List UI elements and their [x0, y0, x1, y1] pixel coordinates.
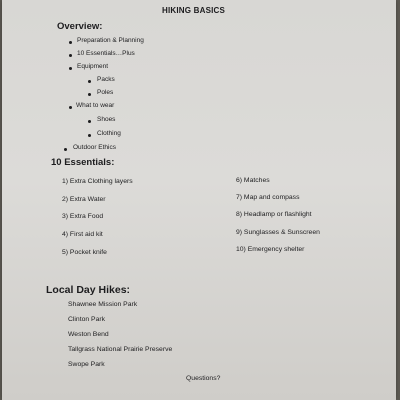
- hike-item: Shawnee Mission Park: [68, 301, 138, 308]
- sub-bullet: [88, 134, 91, 137]
- overview-item: Equipment: [77, 63, 109, 70]
- essential-item: 10) Emergency shelter: [236, 246, 305, 253]
- overview-subitem: Packs: [97, 76, 115, 83]
- bullet: [69, 41, 72, 44]
- overview-subitem: Poles: [97, 89, 114, 96]
- questions-footer: Questions?: [186, 375, 221, 382]
- hikes-heading: Local Day Hikes:: [46, 284, 131, 296]
- essential-item: 2) Extra Water: [62, 196, 106, 203]
- essential-item: 5) Pocket knife: [62, 249, 107, 256]
- essentials-heading: 10 Essentials:: [51, 157, 115, 168]
- hike-item: Clinton Park: [68, 316, 106, 323]
- page-title: HIKING BASICS: [162, 6, 226, 15]
- overview-item: Preparation & Planning: [77, 37, 144, 44]
- essential-item: 9) Sunglasses & Sunscreen: [236, 229, 320, 236]
- essential-item: 6) Matches: [236, 177, 270, 184]
- hike-item: Weston Bend: [68, 331, 109, 338]
- overview-heading: Overview:: [57, 21, 103, 32]
- bullet: [64, 148, 67, 151]
- sub-bullet: [88, 120, 91, 123]
- bullet: [69, 67, 72, 70]
- sub-bullet: [88, 80, 91, 83]
- essential-item: 4) First aid kit: [62, 231, 103, 238]
- overview-item: 10 Essentials…Plus: [77, 50, 135, 57]
- hike-item: Swope Park: [68, 361, 105, 368]
- overview-subitem: Clothing: [97, 130, 121, 137]
- overview-item: What to wear: [76, 102, 115, 109]
- essential-item: 7) Map and compass: [236, 194, 300, 201]
- essential-item: 8) Headlamp or flashlight: [236, 211, 312, 218]
- paper-sheet: [2, 0, 396, 400]
- overview-item: Outdoor Ethics: [73, 144, 116, 151]
- hike-item: Tallgrass National Prairie Preserve: [68, 346, 173, 353]
- overview-subitem: Shoes: [97, 116, 116, 123]
- sub-bullet: [88, 93, 91, 96]
- essential-item: 1) Extra Clothing layers: [62, 178, 133, 185]
- bullet: [69, 54, 72, 57]
- bullet: [69, 106, 72, 109]
- essential-item: 3) Extra Food: [62, 213, 104, 220]
